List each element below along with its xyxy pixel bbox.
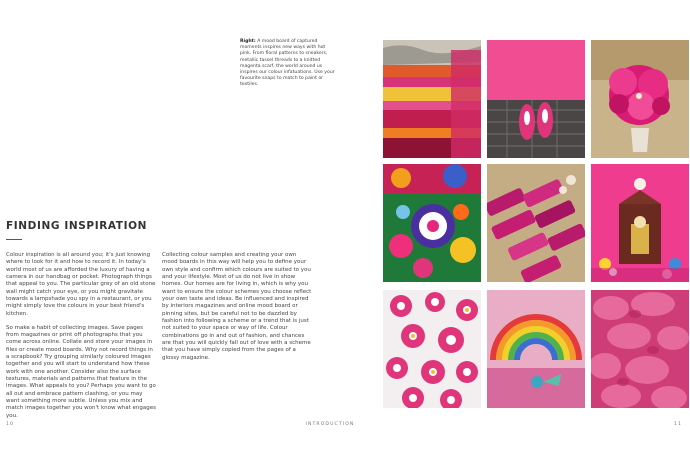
pinwheels-photo [383,290,481,408]
body-column-right [162,252,312,369]
section-heading: FINDING INSPIRATION [6,220,147,232]
page-number-right: 11 [673,422,682,427]
pink-knit-photo [591,290,689,408]
paragraph: So make a habit of collecting images. Save pages from magazines or print off photographs that you come across online. Collate and store your images in files or create mood boards. Why not record things in a scrapbook? Try grouping similarly coloured images together and you will start to understand how these work with one another. Consider also the surface textures, materials and patterns that feature in the images. What appeals to you? Perhaps you want to go all out and embrace pattern clashing, or you may want something more subtle. Unless you mix and match images together you won't know what engages you. [6,324,156,419]
heading-rule [6,239,22,240]
caption-text: A mood board of captured moments inspires new ways with hot pink. From floral patterns to sneakers, metallic tassel threads to a knitted magenta scarf, the world around us inspires our colour infatuations. Use your favourite snaps to match to paint or textiles. [240,39,335,88]
paragraph: Collecting colour samples and creating your own mood boards in this way will help you to define your own style and confirm which colours are suited to you and your lifestyle. Most of us do not live in show homes. Our homes are for living in, which is why you want to ensure the colour schemes you choose reflect your own taste and ideas. Be influenced and inspired by interiors magazines and online mood board or pinning sites, but be careful not to be dazzled by fashion into following a scheme or a trend that is just not suited to your space or way of life. Colour combinations go in and out of fashion, and chances are that you will quickly fall out of love with a scheme that you have simply copied from the pages of a glossy magazine. [162,252,312,361]
image-caption [240,39,336,89]
caption-label: Right: [240,39,256,44]
pink-flowers-photo [591,40,689,158]
thread-spools-photo [487,164,585,282]
page-number-left: 10 [6,422,15,427]
floral-embroidery-photo [383,164,481,282]
pink-sneakers-photo [487,40,585,158]
mood-board-grid [383,40,688,408]
body-column-left [6,252,156,427]
pink-shrine-photo [591,164,689,282]
paragraph: Colour inspiration is all around you; it's just knowing where to look for it and how to record it. In today's world most of us are afforded the luxury of having a camera in our handbag or pocket. Photograph things that appeal to you. The particular grey of an old stone wall might catch your eye, or you might gravitate towards a lampshade you spy in a restaurant, or you might simply love the colours in your best friend's kitchen. [6,252,156,317]
thread-bundles-photo [383,40,481,158]
chapter-label: INTRODUCTION [305,422,355,427]
rainbow-mural-photo [487,290,585,408]
